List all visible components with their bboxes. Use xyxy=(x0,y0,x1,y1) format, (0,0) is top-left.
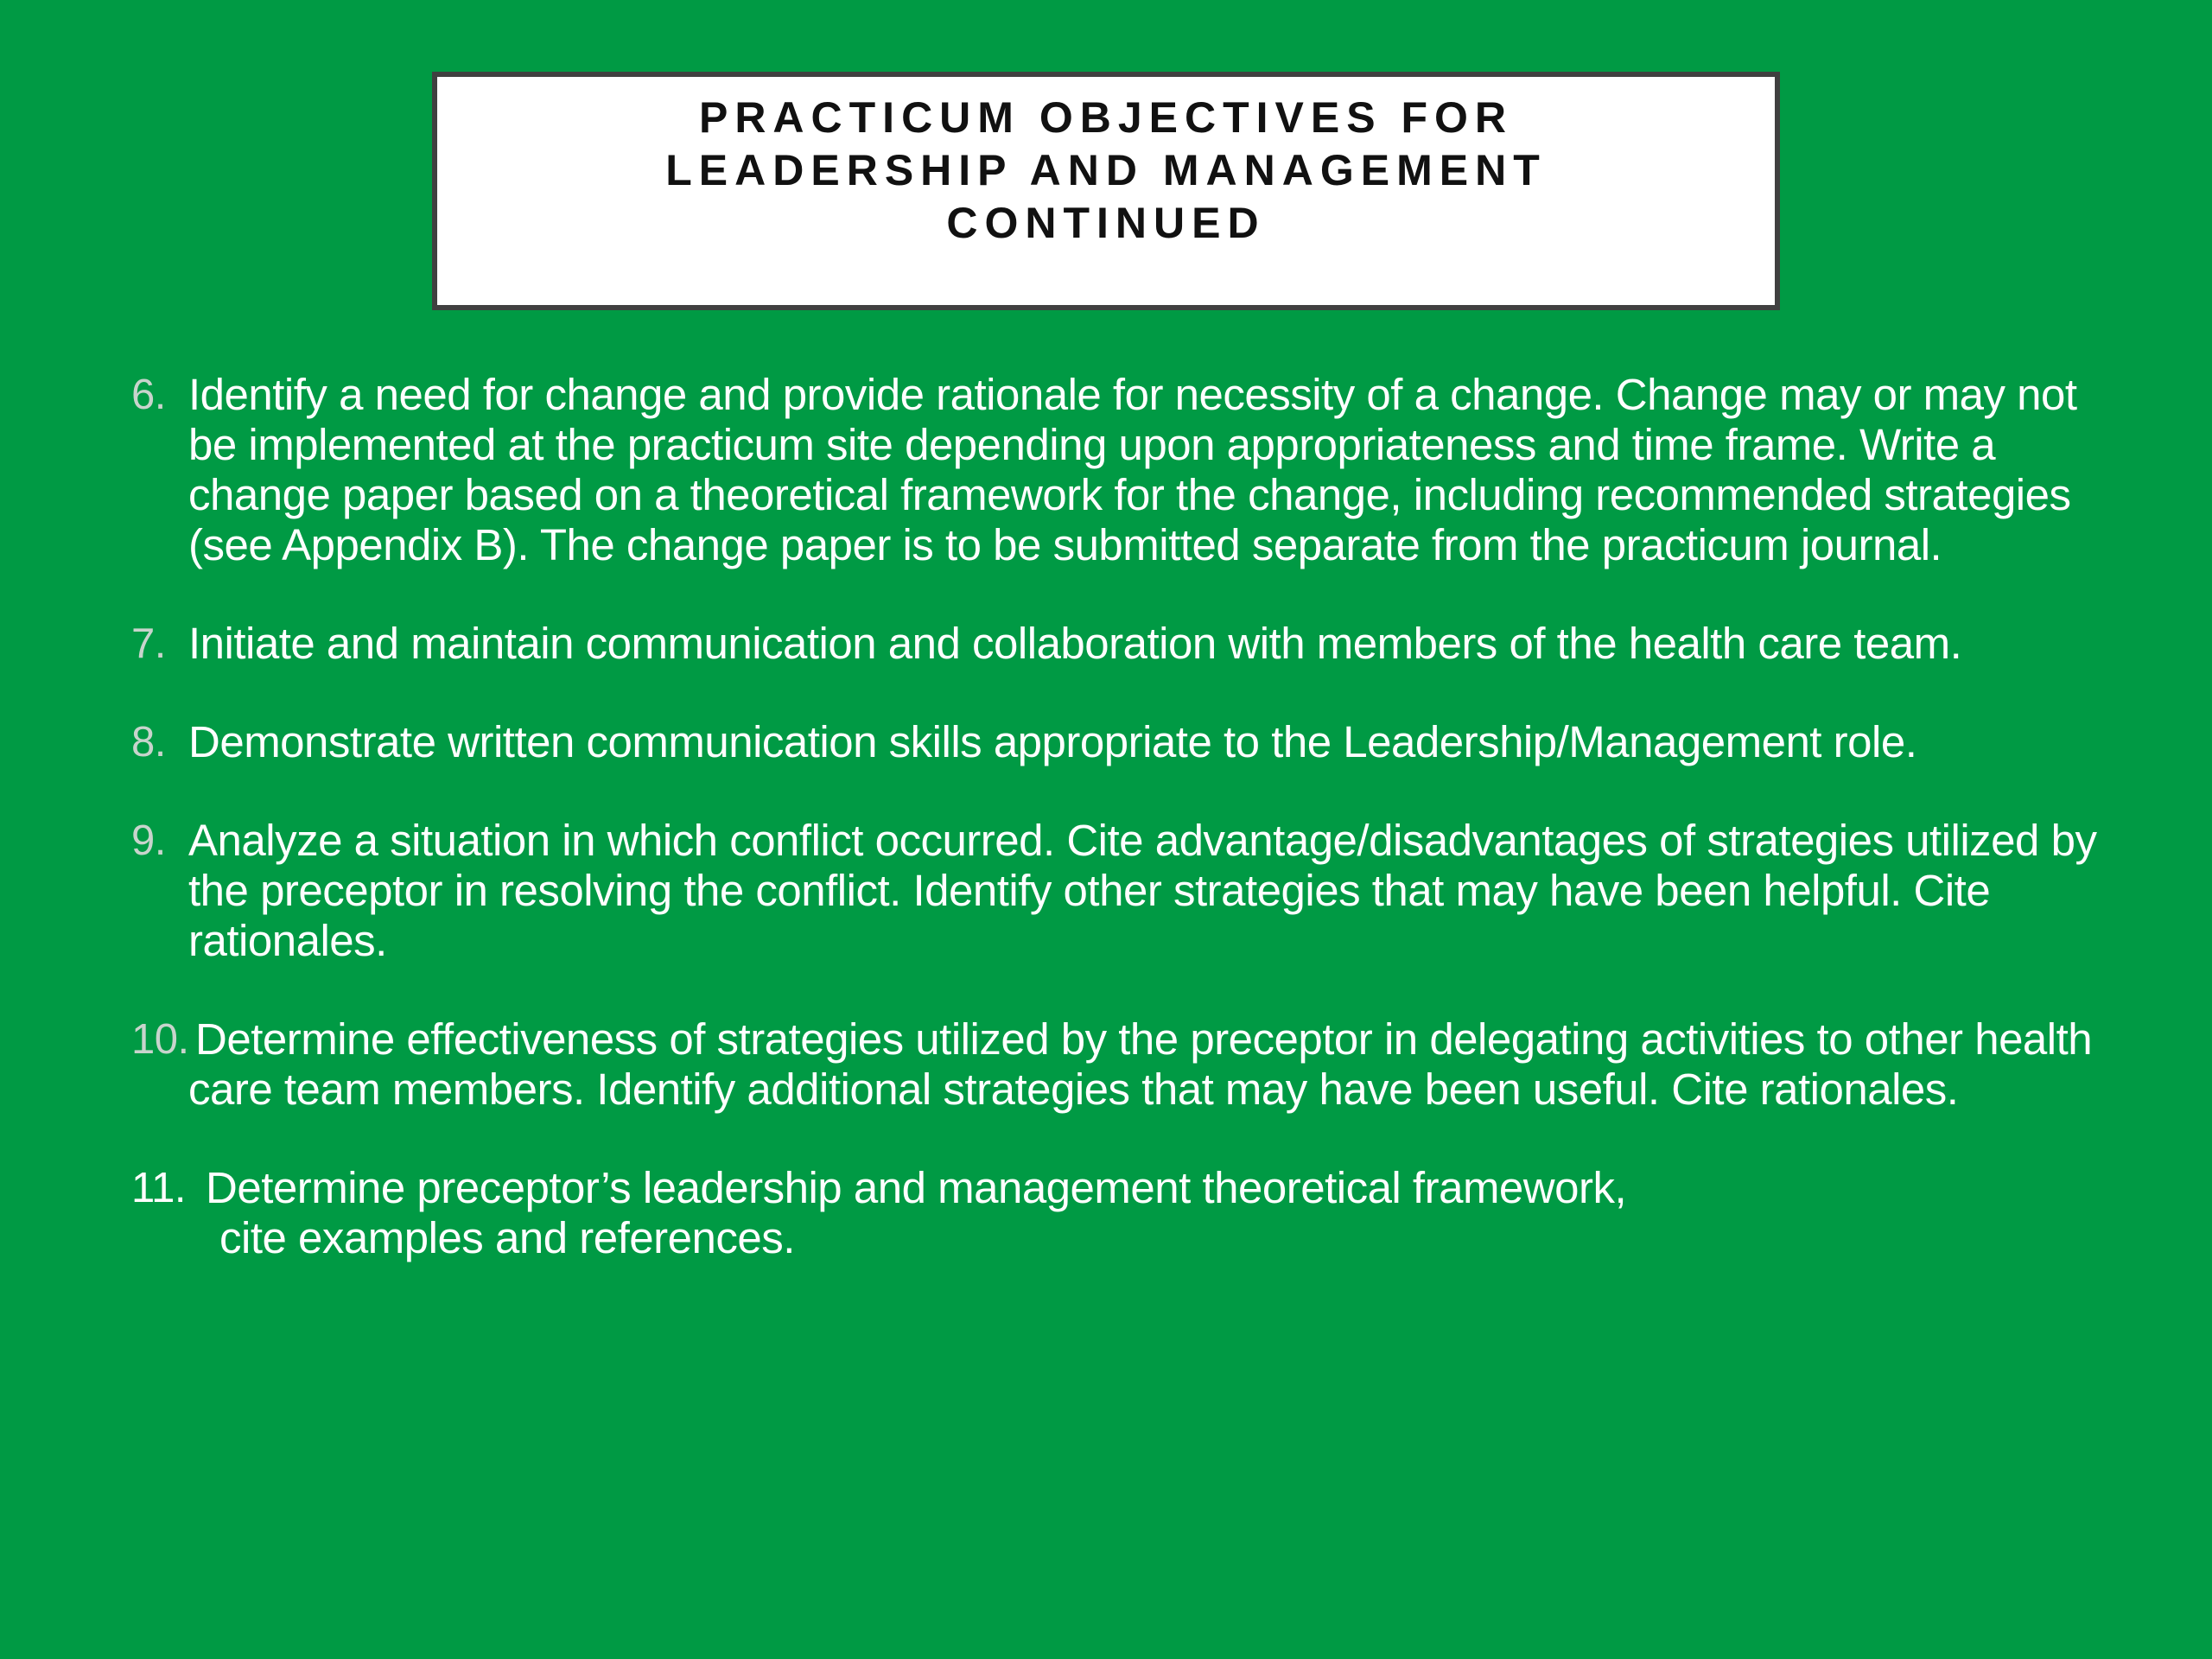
objective-item xyxy=(131,1163,2110,1263)
slide-title: PRACTICUM OBJECTIVES FOR LEADERSHIP AND MANAGEMENT CONTINUED xyxy=(665,92,1547,247)
objective-text: Identify a need for change and provide rationale for necessity of a change. Change may or may not be implemented at the practicum site depending upon appropriateness and time frame. Write a change paper based on a theoretical framework for the change, including recommended strategies (see Appendix B). The change paper is to be submitted separate from the practicum journal. xyxy=(188,370,2077,569)
objective-item xyxy=(131,370,2110,570)
objective-text: Analyze a situation in which conflict occurred. Cite advantage/disadvantages of strategies utilized by the preceptor in resolving the conflict. Identify other strategies that may have been helpful. Cite rationales. xyxy=(188,816,2097,965)
objective-text xyxy=(188,1163,2110,1263)
objectives-list xyxy=(131,370,2110,1263)
objective-text: Demonstrate written communication skills appropriate to the Leadership/Management role. xyxy=(188,717,1917,766)
objective-text: Determine effectiveness of strategies utilized by the preceptor in delegating activities to other health care team members. Identify additional strategies that may have been useful. Cite rationales. xyxy=(188,1014,2093,1114)
objective-number: 9. xyxy=(131,817,166,864)
objective-number: 8. xyxy=(131,719,166,766)
objective-number: 11. xyxy=(131,1165,186,1211)
objective-text-line-2: cite examples and references. xyxy=(219,1213,795,1262)
objective-item xyxy=(131,619,2110,669)
objective-item xyxy=(131,717,2110,767)
objective-number: 7. xyxy=(131,620,166,667)
objective-text-line-1: Determine preceptor’s leadership and management theoretical framework, xyxy=(206,1163,1627,1212)
objective-number: 10. xyxy=(131,1016,189,1063)
objective-text: Initiate and maintain communication and collaboration with members of the health care team. xyxy=(188,619,1962,668)
objective-item xyxy=(131,816,2110,966)
objective-number: 6. xyxy=(131,372,166,418)
objective-item xyxy=(131,1014,2110,1115)
title-box xyxy=(432,72,1780,310)
